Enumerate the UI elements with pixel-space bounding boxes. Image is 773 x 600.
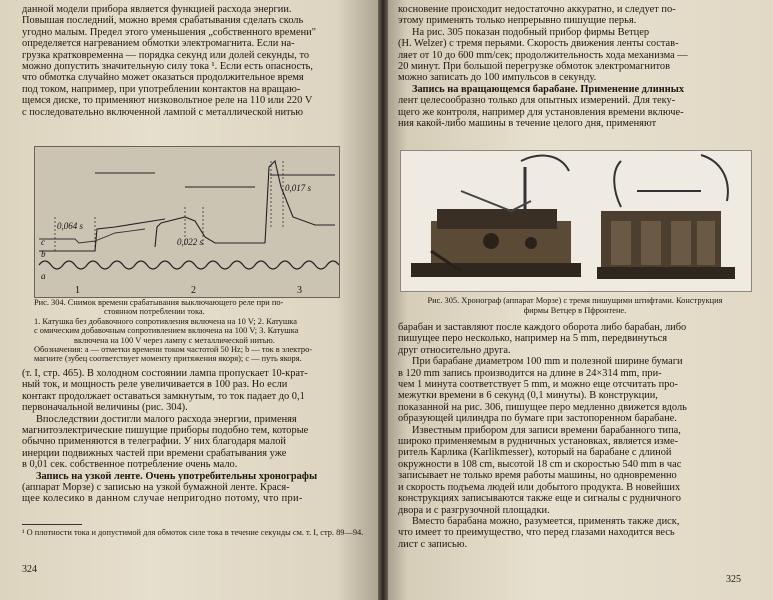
caption-line: Рис. 304. Снимок времени срабатывания выключающего реле при по- [34, 298, 284, 307]
right-text-bottom [398, 322, 750, 550]
trace-label-a: a [41, 271, 46, 281]
text-line: что обмотка случайно может оказаться продолжительное время [22, 72, 304, 84]
text-line: Повышая последний, можно время срабатывания сделать сколь [22, 15, 304, 27]
text-line: 20 минут. При большой перегрузке обмоток электромагнитов [398, 61, 671, 73]
text-line: этому применять только непрерывно пишущие перья. [398, 15, 637, 27]
panel-number-3: 3 [297, 285, 302, 296]
text-line: Впоследствии достигли малого расхода энергии, применяя [36, 413, 297, 425]
book-gutter [378, 0, 388, 600]
trace-label-b: b [41, 249, 46, 259]
text-line: под током, например, при употреблении контактов на вращаю- [22, 83, 301, 95]
text-line: инерции подвижных частей при времени срабатывания уже [22, 447, 287, 459]
text-line: косновение происходит недостаточно аккуратно, и следует по- [398, 4, 676, 15]
chronograph-illustration [401, 151, 751, 291]
footnote-rule [22, 524, 82, 525]
figure-305-caption [400, 296, 750, 315]
caption-line: Рис. 305. Хронограф (аппарат Морзе) с тремя пишущими штифтами. Конструкция [427, 296, 723, 305]
left-text-bottom [22, 368, 365, 505]
text-line: ния какой-либо машины в течение целого дня, применяют [398, 118, 657, 130]
text-line: записывает не только время работы машины, но одновременно [398, 470, 677, 482]
text-line: ляет от 10 до 600 mm/сек; продолжительность хода механизма — [398, 49, 688, 61]
interval-label-3: 0,017 s [285, 183, 312, 193]
text-line: межутки времени в 6 секунд (0,1 минуты). В конструкции, [398, 390, 658, 402]
text-line: определяется нагреванием обмотки электромагнита. Если на- [22, 38, 295, 50]
page-number-left: 324 [22, 564, 37, 575]
interval-label-1: 0,064 s [57, 221, 84, 231]
text-line: Вместо барабана можно, разумеется, применять также диск, [412, 515, 680, 527]
trace-label-c: c [41, 237, 45, 247]
text-line: лент целесообразно только для опытных измерений. Для теку- [398, 95, 676, 107]
left-text-top [22, 4, 365, 118]
panel-number-2: 2 [191, 285, 196, 296]
text-line: барабан и заставляют после каждого оборота либо барабан, либо [398, 322, 687, 333]
right-page [384, 0, 773, 600]
text-line: контакт продолжает оставаться замкнутым, то ток падает до 0,1 [22, 390, 305, 402]
text-line: ный ток, и мощность реле увеличивается в 100 раз. Но если [22, 379, 288, 391]
text-line: можно допустить значительную силу тока ¹. Если есть опасность, [22, 61, 314, 73]
caption-line: включена на 100 V через лампу с металлической нитью. [74, 335, 275, 345]
text-line: На рис. 305 показан подобный прибор фирмы Ветцер [412, 26, 650, 38]
caption-line: фирмы Ветцер в Пфронтене. [523, 305, 627, 315]
text-line: в 0,01 сек. собственное потребление очень мало. [22, 459, 238, 471]
text-line: чем 1 минута соответствует 5 mm, и можно еще отсчитать про- [398, 379, 679, 391]
text-line: с последовательно включенной лампой с металлической нитью [22, 106, 304, 118]
caption-line: с омическим добавочным сопротивлением включена на 100 V; 3. Катушка [34, 326, 299, 336]
caption-line: Обозначения: a — отметки времени током частотой 50 Hz; b — ток в электро- [34, 345, 313, 355]
interval-label-2: 0,022 s [177, 237, 204, 247]
caption-line: магните (зубец соответствует моменту притяжения якоря); c — путь якоря. [34, 354, 302, 364]
left-page [0, 0, 382, 600]
text-line: магнитоэлектрические пишущие приборы подобно тем, которые [22, 425, 309, 437]
text-line: щего же контроля, например для установления времени включе- [398, 106, 684, 118]
caption-line: стоянном потреблении тока. [104, 307, 205, 317]
text-line: (H. Welzer) с тремя перьями. Скорость движения ленты состав- [398, 38, 679, 50]
text-line: широко применяемым в рудничных установках, является изме- [398, 436, 679, 448]
right-text-top [398, 4, 750, 129]
text-line: показанной на рис. 306, пишущее перо медленно движется вдоль [398, 401, 687, 413]
text-line: ритель Карлика (Karlikmesser), который на барабане с длиной [398, 447, 672, 459]
text-line: лист с записью. [398, 538, 468, 550]
panel-number-1: 1 [75, 285, 80, 296]
text-line: грузка кратковременна — порядка секунд или долей секунды, то [22, 49, 310, 61]
text-line: При барабане диаметром 100 mm и полезной ширине бумаги [412, 356, 683, 368]
text-line: пишущее перо несколько, например на 5 mm, передвинуться [398, 333, 668, 345]
page-number-right: 325 [726, 574, 741, 585]
text-line: щее колесико в данном случае непригодно потому, что при- [22, 493, 303, 505]
text-line: угодно малым. Предел этого уменьшения „собственного времени" [22, 26, 316, 38]
text-line: (т. I, стр. 465). В холодном состоянии лампа пропускает 10-крат- [22, 368, 308, 379]
footnote: ¹ О плотности тока и допустимой для обмоток силе тока в течение секунды см. т. I, стр. 89—94. [22, 528, 364, 537]
text-line: данной модели прибора является функцией расхода энергии. [22, 4, 292, 15]
text-line: что имеет то преимущество, что перед глазами находится весь [398, 527, 675, 539]
text-line: щемся диске, то применяют низковольтное реле на 110 или 220 V [22, 95, 313, 107]
figure-304-caption [34, 298, 354, 364]
text-line: конструкциях записываются также еще и сигналы с рудничного [398, 493, 681, 505]
section-heading-line: Запись на узкой ленте. Очень употребительны хронографы [36, 470, 318, 482]
text-line: можно записать до 100 импульсов в секунду. [398, 72, 597, 84]
text-line: окружности в 108 cm, высотой 18 cm и скоростью 540 mm в час [398, 458, 682, 470]
chronograph-photo [400, 150, 752, 292]
caption-line: 1. Катушка без добавочного сопротивления включена на 10 V; 2. Катушка [34, 316, 297, 326]
text-line: первоначальной величины (рис. 304). [22, 402, 188, 414]
text-line: двора и с разгрузочной площадки. [398, 504, 550, 516]
text-line: Известным прибором для записи времени барабанного типа, [412, 424, 681, 436]
text-line: обычно применяются в телеграфии. У них благодаря малой [22, 436, 286, 448]
text-line: образующей цилиндра по бумаге при застопоренном барабане. [398, 413, 677, 425]
text-line: друг относительно друга. [398, 344, 511, 356]
oscillogram-plot [35, 147, 339, 297]
text-line: (аппарат Морзе) с записью на узкой бумажной ленте. Крася- [22, 482, 290, 494]
text-line: и скорость подъема людей или добытого продукта. В новейших [398, 481, 681, 493]
section-heading-line: Запись на вращающемся барабане. Применение длинных [412, 83, 685, 95]
text-line: в 120 mm запись производится на длине в 24×314 mm, при- [398, 367, 662, 379]
oscillogram-figure [34, 146, 340, 298]
